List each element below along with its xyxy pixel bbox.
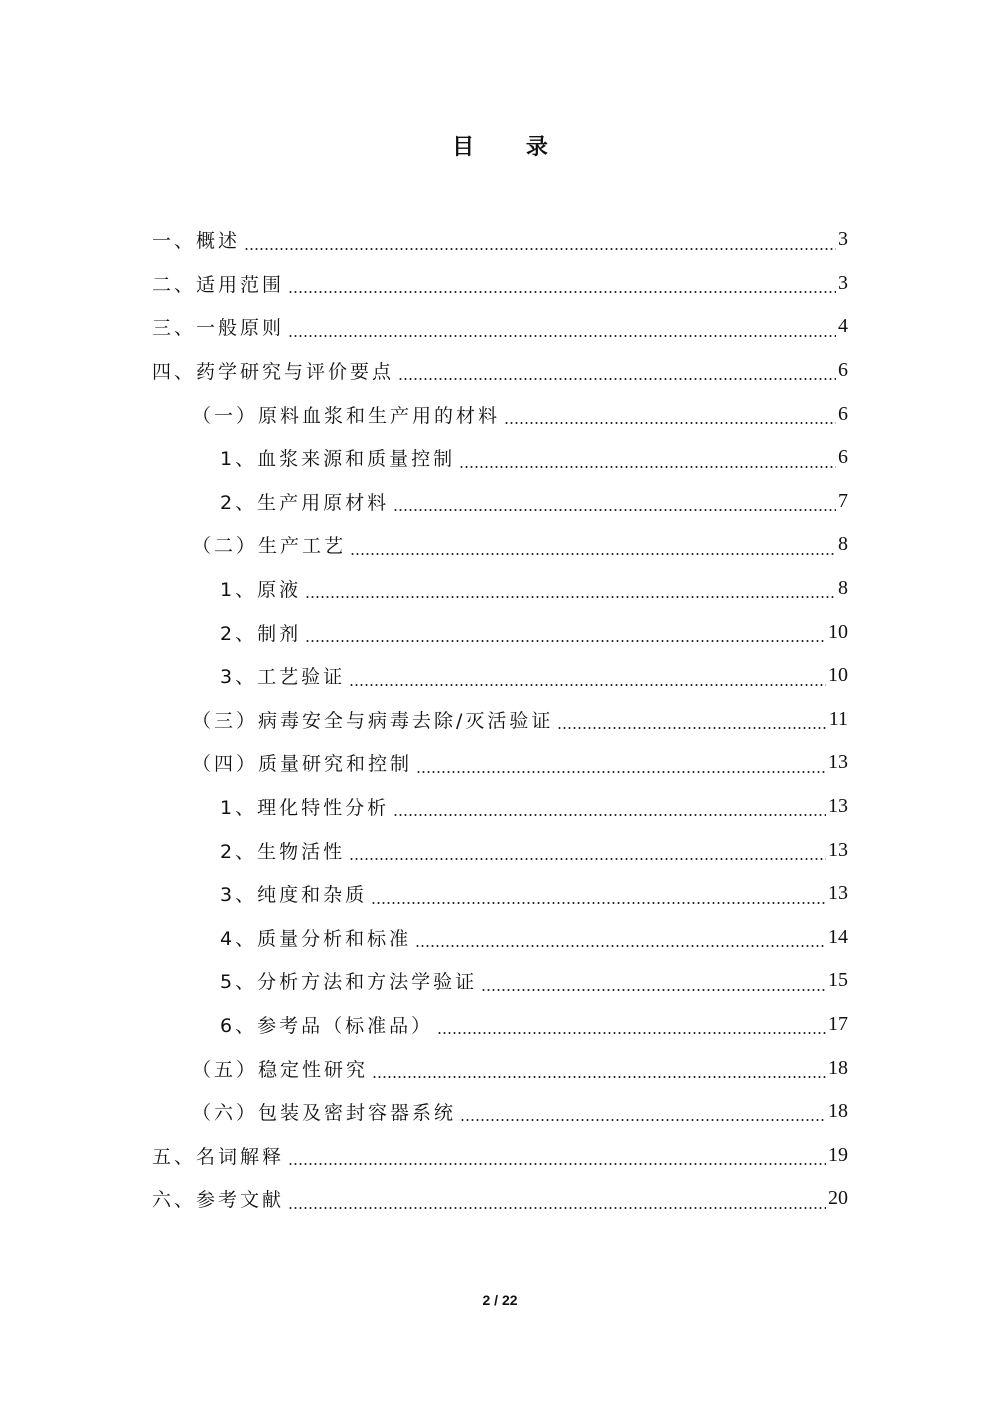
toc-entry-label: 6、参考品（标准品）	[220, 1014, 434, 1037]
toc-entry[interactable]	[0, 959, 1000, 1003]
toc-entry[interactable]	[0, 305, 1000, 349]
dot-leader	[415, 945, 826, 947]
toc-entry-page-number: 20	[828, 1187, 848, 1210]
toc-entry-label: 四、药学研究与评价要点	[152, 361, 395, 384]
dot-leader	[393, 814, 826, 816]
toc-entry-page-number: 3	[838, 228, 848, 251]
dot-leader	[244, 248, 836, 250]
dot-leader	[288, 1163, 826, 1165]
toc-entry[interactable]	[0, 828, 1000, 872]
dot-leader	[372, 1076, 826, 1078]
toc-entry-page-number: 17	[828, 1012, 848, 1035]
dot-leader	[459, 466, 836, 468]
toc-entry-label: （二）生产工艺	[192, 535, 347, 558]
dot-leader	[393, 509, 836, 511]
toc-entry-label: 六、参考文献	[152, 1189, 285, 1212]
toc-entry-page-number: 18	[828, 1100, 848, 1123]
toc-entry-page-number: 6	[838, 446, 848, 469]
toc-entry-page-number: 10	[828, 664, 848, 687]
toc-entry-label: 三、一般原则	[152, 317, 285, 340]
toc-entry-label: 1、理化特性分析	[220, 797, 390, 820]
toc-entry[interactable]	[0, 741, 1000, 785]
table-of-contents	[0, 218, 1000, 1221]
toc-entry-page-number: 13	[828, 795, 848, 818]
toc-entry[interactable]	[0, 1090, 1000, 1134]
toc-entry-page-number: 13	[828, 882, 848, 905]
toc-entry-page-number: 11	[828, 707, 848, 730]
dot-leader	[371, 902, 826, 904]
toc-entry[interactable]	[0, 262, 1000, 306]
toc-entry-label: （三）病毒安全与病毒去除/灭活验证	[192, 709, 554, 732]
toc-entry-page-number: 10	[828, 620, 848, 643]
toc-entry-page-number: 18	[828, 1056, 848, 1079]
page-title: 目 录	[452, 135, 570, 160]
toc-entry[interactable]	[0, 567, 1000, 611]
toc-entry[interactable]	[0, 436, 1000, 480]
toc-entry[interactable]	[0, 480, 1000, 524]
toc-entry[interactable]	[0, 610, 1000, 654]
dot-leader	[460, 1119, 826, 1121]
toc-entry[interactable]	[0, 1177, 1000, 1221]
toc-entry-label: 2、生物活性	[220, 840, 346, 863]
toc-entry[interactable]	[0, 218, 1000, 262]
toc-entry[interactable]	[0, 872, 1000, 916]
dot-leader	[288, 291, 836, 293]
toc-entry[interactable]	[0, 349, 1000, 393]
dot-leader	[350, 553, 836, 555]
toc-entry[interactable]	[0, 392, 1000, 436]
toc-entry-page-number: 6	[838, 359, 848, 382]
toc-entry-page-number: 15	[828, 969, 848, 992]
toc-entry-label: 4、质量分析和标准	[220, 927, 412, 950]
toc-entry-label: 5、分析方法和方法学验证	[220, 971, 478, 994]
toc-entry-label: 一、概述	[152, 230, 241, 253]
toc-entry-label: （四）质量研究和控制	[192, 753, 413, 776]
toc-entry[interactable]	[0, 654, 1000, 698]
dot-leader	[437, 1032, 826, 1034]
toc-entry-page-number: 14	[828, 925, 848, 948]
toc-entry[interactable]	[0, 1003, 1000, 1047]
toc-entry-page-number: 7	[838, 489, 848, 512]
toc-entry-label: （六）包装及密封容器系统	[192, 1102, 457, 1125]
toc-entry-page-number: 13	[828, 751, 848, 774]
toc-entry-page-number: 8	[838, 533, 848, 556]
dot-leader	[305, 640, 826, 642]
dot-leader	[349, 684, 826, 686]
dot-leader	[416, 771, 826, 773]
toc-entry-label: 1、血浆来源和质量控制	[220, 448, 456, 471]
toc-entry-page-number: 19	[828, 1143, 848, 1166]
toc-entry[interactable]	[0, 698, 1000, 742]
dot-leader	[398, 378, 836, 380]
dot-leader	[504, 422, 836, 424]
toc-entry-page-number: 8	[838, 577, 848, 600]
toc-entry-label: （五）稳定性研究	[192, 1058, 369, 1081]
page-number: 2 / 22	[482, 1292, 518, 1308]
toc-entry[interactable]	[0, 1046, 1000, 1090]
toc-entry-page-number: 4	[838, 315, 848, 338]
toc-entry[interactable]	[0, 523, 1000, 567]
toc-entry-label: （一）原料血浆和生产用的材料	[192, 404, 501, 427]
toc-entry-label: 1、原液	[220, 579, 302, 602]
dot-leader	[557, 727, 826, 729]
toc-entry-label: 3、工艺验证	[220, 666, 346, 689]
dot-leader	[305, 596, 836, 598]
dot-leader	[288, 335, 836, 337]
toc-entry-label: 五、名词解释	[152, 1145, 285, 1168]
toc-entry[interactable]	[0, 1133, 1000, 1177]
toc-entry-page-number: 3	[838, 271, 848, 294]
dot-leader	[481, 989, 826, 991]
toc-entry-page-number: 6	[838, 402, 848, 425]
toc-entry-page-number: 13	[828, 838, 848, 861]
toc-entry-label: 2、制剂	[220, 622, 302, 645]
toc-entry-label: 二、适用范围	[152, 273, 285, 296]
toc-entry-label: 3、纯度和杂质	[220, 884, 368, 907]
toc-entry-label: 2、生产用原材料	[220, 491, 390, 514]
toc-entry[interactable]	[0, 785, 1000, 829]
toc-entry[interactable]	[0, 916, 1000, 960]
dot-leader	[288, 1207, 826, 1209]
dot-leader	[349, 858, 826, 860]
